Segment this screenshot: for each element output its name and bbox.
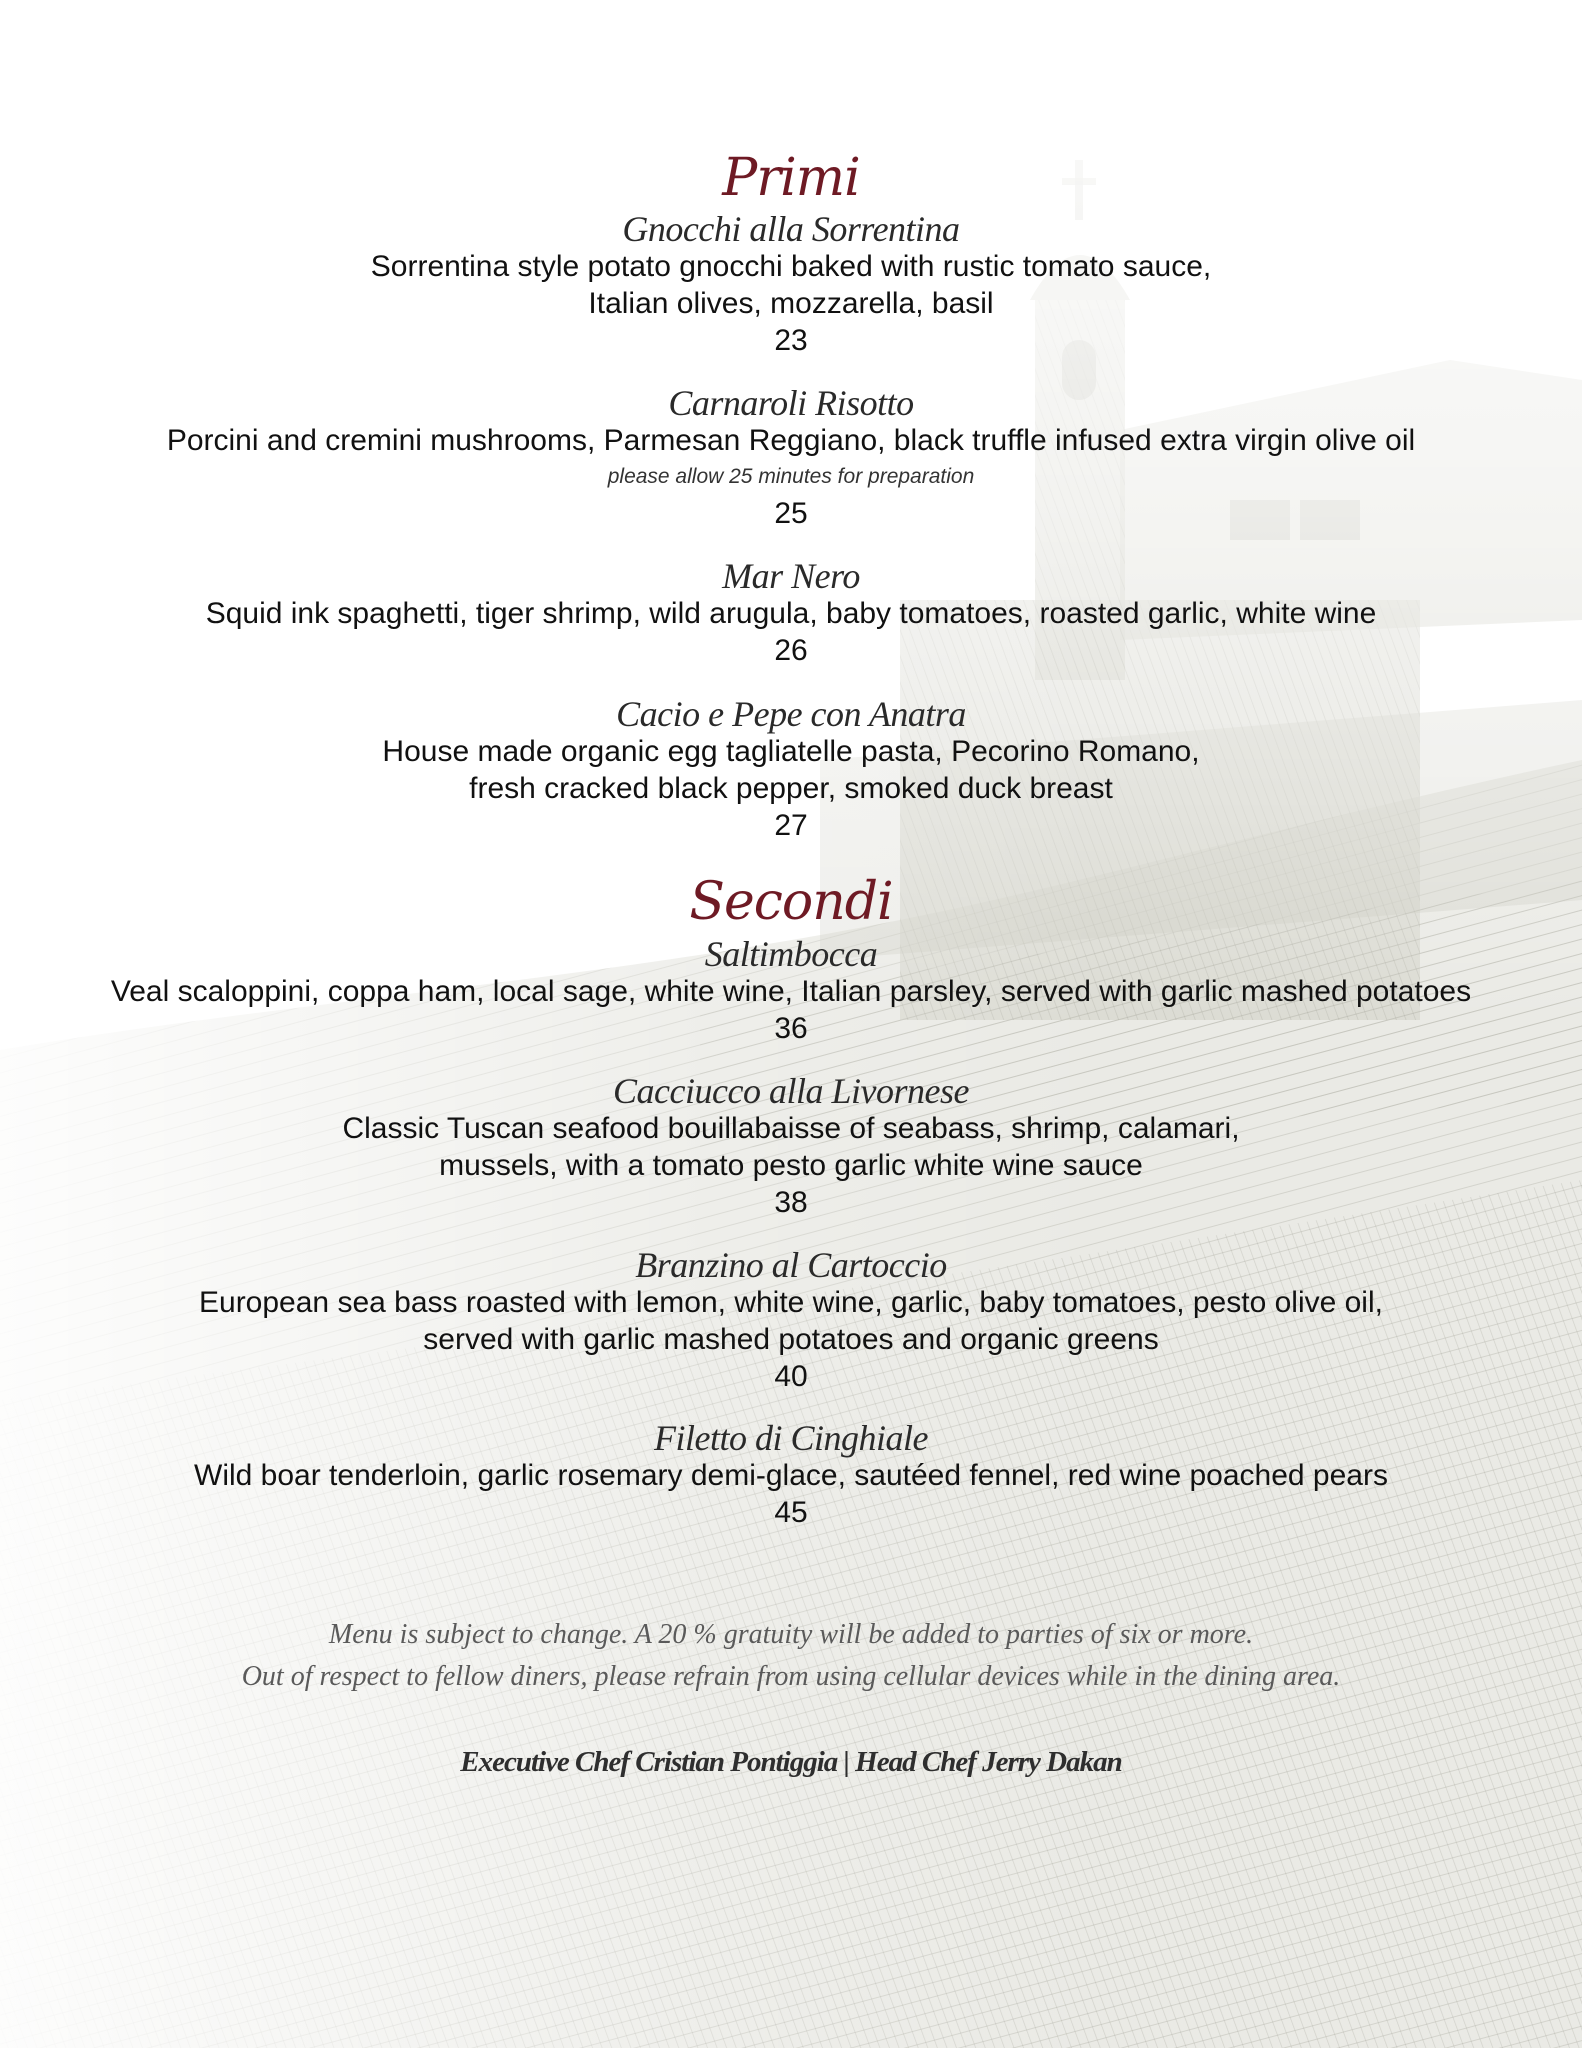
- footer-chefs-credit: Executive Chef Cristian Pontiggia | Head Chef Jerry Dakan: [460, 1746, 1122, 1778]
- dish-price: 36: [774, 1012, 808, 1045]
- dish-name: Cacciucco alla Livornese: [613, 1071, 969, 1111]
- dish-description: House made organic egg tagliatelle pasta, Pecorino Romano, fresh cracked black pepper, smoked duck breast: [382, 735, 1200, 805]
- dish-description: Wild boar tenderloin, garlic rosemary demi-glace, sautéed fennel, red wine poached pears: [194, 1459, 1388, 1492]
- dish-filetto-cinghiale: [0, 1419, 1582, 1531]
- footer-devices-note: Out of respect to fellow diners, please refrain from using cellular devices while in the dining area.: [241, 1661, 1341, 1692]
- dish-cacciucco: [0, 1072, 1582, 1221]
- dish-description: European sea bass roasted with lemon, white wine, garlic, baby tomatoes, pesto olive oil, served with garlic mashed potatoes and organic greens: [199, 1286, 1383, 1356]
- dish-name: Filetto di Cinghiale: [654, 1418, 928, 1458]
- dish-price: 27: [774, 809, 808, 842]
- dish-price: 45: [774, 1496, 808, 1529]
- dish-name: Branzino al Cartoccio: [635, 1245, 947, 1285]
- dish-name: Mar Nero: [722, 556, 860, 596]
- dish-price: 23: [774, 324, 808, 357]
- dish-name: Carnaroli Risotto: [668, 383, 914, 423]
- dish-cacio-e-pepe: [0, 695, 1582, 844]
- dish-saltimbocca: [0, 935, 1582, 1047]
- section-title-primi: Primi: [722, 148, 860, 208]
- dish-branzino: [0, 1246, 1582, 1395]
- dish-price: 40: [774, 1360, 808, 1393]
- dish-note: please allow 25 minutes for preparation: [607, 465, 975, 488]
- dish-price: 26: [774, 634, 808, 667]
- dish-description: Squid ink spaghetti, tiger shrimp, wild arugula, baby tomatoes, roasted garlic, white wine: [205, 597, 1377, 630]
- dish-mar-nero: [0, 557, 1582, 669]
- dish-gnocchi: [0, 210, 1582, 359]
- dish-description: Porcini and cremini mushrooms, Parmesan Reggiano, black truffle infused extra virgin olive oil: [166, 424, 1416, 457]
- dish-price: 25: [774, 497, 808, 530]
- dish-risotto: [0, 384, 1582, 532]
- footer-gratuity-note: Menu is subject to change. A 20 % gratuity will be added to parties of six or more.: [328, 1619, 1254, 1650]
- dish-description: Veal scaloppini, coppa ham, local sage, white wine, Italian parsley, served with garlic mashed potatoes: [110, 975, 1472, 1008]
- dish-description: Sorrentina style potato gnocchi baked with rustic tomato sauce, Italian olives, mozzarella, basil: [370, 250, 1212, 320]
- dish-name: Cacio e Pepe con Anatra: [616, 694, 966, 734]
- dish-name: Saltimbocca: [704, 934, 878, 974]
- dish-description: Classic Tuscan seafood bouillabaisse of seabass, shrimp, calamari, mussels, with a tomato pesto garlic white wine sauce: [342, 1112, 1240, 1182]
- dish-price: 38: [774, 1186, 808, 1219]
- dish-name: Gnocchi alla Sorrentina: [622, 209, 960, 249]
- section-title-secondi: Secondi: [689, 872, 893, 932]
